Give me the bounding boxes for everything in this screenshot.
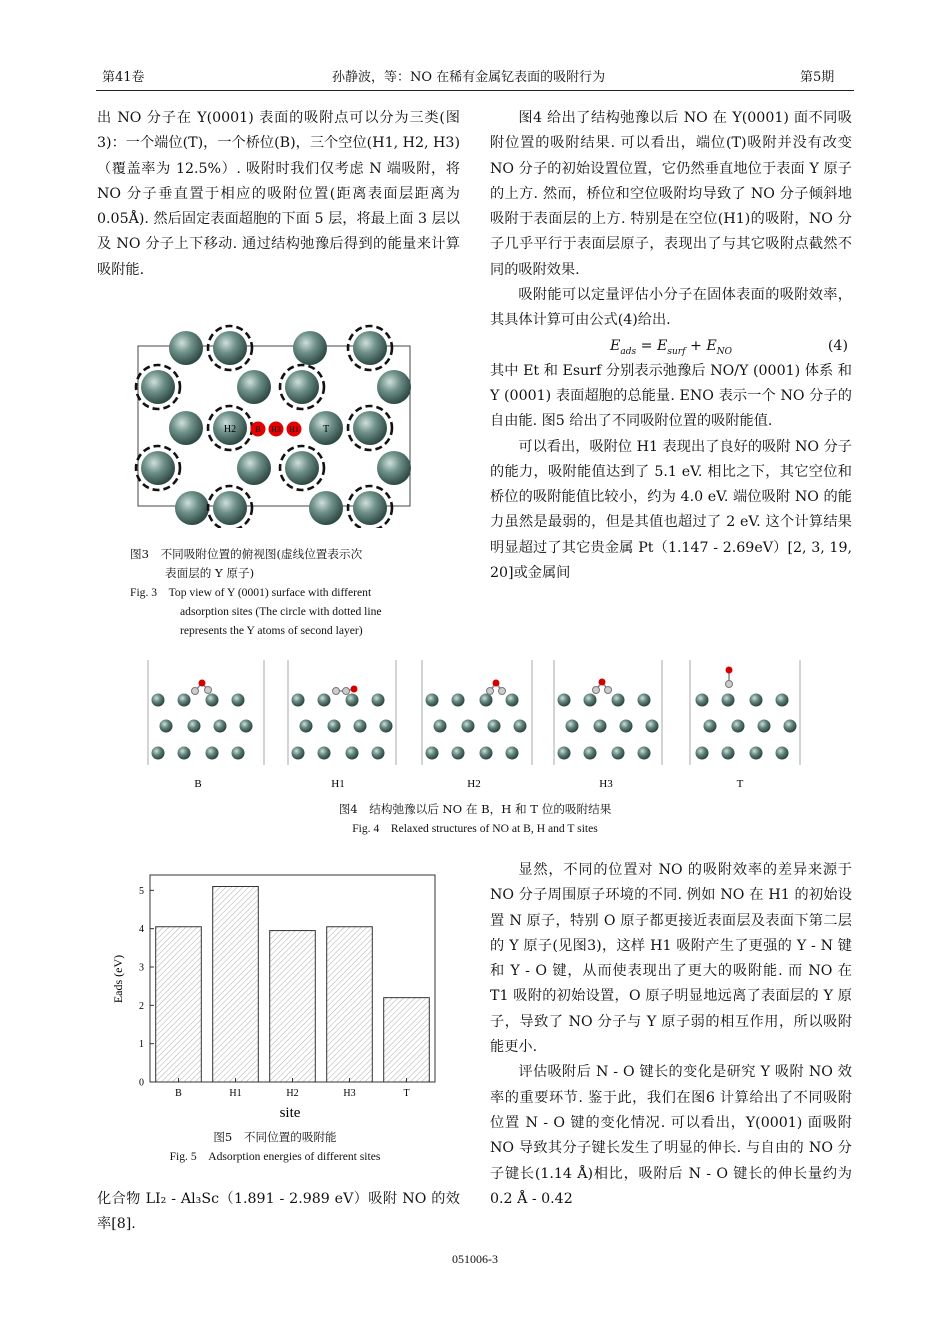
y-atom xyxy=(237,451,271,485)
right-paragraph-6: 评估吸附后 N - O 键长的变化是研究 Y 吸附 NO 效率的重要环节. 鉴于此，我们在图6 计算给出了不同吸附位置 N - O 键的变化情况. 可以看出，Y(0001) 面吸附 NO 导致其分子键长发生了明显的伸长. 与自由的 NO 分子键长(1.14 Å)相比，吸附后 N - O 键长的伸长量约为 0.2 Å - 0.42 xyxy=(490,1064,852,1207)
y-tick-label: 2 xyxy=(139,1000,144,1012)
x-tick-label: T xyxy=(403,1088,410,1099)
y-tick-label: 1 xyxy=(139,1039,144,1051)
y-atom xyxy=(353,491,387,525)
left-paragraph-1: 出 NO 分子在 Y(0001) 表面的吸附点可以分为三类(图3)：一个端位(T)，一个桥位(B)，三个空位(H1, H2, H3)（覆盖率为 12.5%）. 吸附时我们仅考虑 N 端吸附，将 NO 分子垂直置于相应的吸附位置(距离表面层距离为 0.05Å). 然后固定表面超胞的下面 5 层，将最上面 3 层以及 NO 分子上下移动. 通过结构弛豫后得到的能量来计算吸附能. xyxy=(97,110,460,278)
site-label-h2: H2 xyxy=(223,424,237,435)
y-atom xyxy=(285,451,319,485)
x-tick-label: B xyxy=(175,1088,182,1099)
y-atom xyxy=(353,331,387,365)
y-atom xyxy=(377,370,411,404)
y-axis-label: Eads (eV) xyxy=(111,954,125,1004)
no-molecule-h3 xyxy=(593,679,612,694)
left-paragraph-end: 化合物 LI₂ - Al₃Sc（1.891 - 2.989 eV）吸附 NO 的效率[8]. xyxy=(97,1191,460,1233)
slab-h1 xyxy=(292,694,393,760)
figure-3-top-view xyxy=(134,318,424,528)
slab-t xyxy=(696,694,797,760)
bar-h3 xyxy=(327,927,373,1082)
header-rule xyxy=(96,90,854,91)
figure-4-caption: 图4 结构弛豫以后 NO 在 B，H 和 T 位的吸附结果 Fig. 4 Relaxed structures of NO at B, H and T sites xyxy=(338,802,612,835)
panel-label-b: B xyxy=(194,778,202,790)
y-atom xyxy=(377,451,411,485)
no-molecule-b xyxy=(192,680,212,695)
y-atom xyxy=(237,370,271,404)
y-atom xyxy=(293,331,327,365)
y-atom xyxy=(213,491,247,525)
y-tick-label: 4 xyxy=(139,924,144,936)
panel-label-h2: H2 xyxy=(467,778,481,790)
panel-label-h1: H1 xyxy=(331,778,345,790)
y-atom xyxy=(175,491,209,525)
y-atom xyxy=(141,370,175,404)
volume-label: 第41卷 xyxy=(102,70,145,85)
site-label-t: T xyxy=(322,424,330,435)
panel-label-h3: H3 xyxy=(599,778,613,790)
issue-label: 第5期 xyxy=(800,70,835,85)
right-column-bottom xyxy=(490,858,852,1212)
y-tick-label: 5 xyxy=(139,885,144,897)
right-paragraph-5: 显然，不同的位置对 NO 的吸附效率的差异来源于NO 分子周围原子环境的不同. 例如 NO 在 H1 的初始设置 N 原子，特别 O 原子都更接近表面层及表面下第二层的 Y 原子(见图3)，这样 H1 吸附产生了更强的 Y - N 键和 Y - O 键，从而使表现出了更大的吸附能. 而 NO 在 T1 吸附的初始设置，O 原子明显地远离了表面层的 Y 原子，导致了 NO 分子与 Y 原子弱的相互作用，所以吸附能更小. xyxy=(490,862,852,1056)
y-atom xyxy=(285,370,319,404)
x-tick-label: H2 xyxy=(286,1088,299,1099)
figure-4-side-views xyxy=(140,655,810,795)
site-label-h3: H3 xyxy=(271,425,281,434)
no-molecule-t xyxy=(726,667,733,688)
no-molecule-h2 xyxy=(487,680,506,695)
panel-label-t: T xyxy=(736,778,744,790)
running-title: 孙静波，等：NO 在稀有金属钇表面的吸附行为 xyxy=(332,70,606,85)
site-label-h1: H1 xyxy=(289,425,299,434)
figure-5-bar-chart xyxy=(105,855,445,1130)
bar-b xyxy=(156,927,202,1082)
y-atom xyxy=(141,451,175,485)
left-column-top xyxy=(97,106,460,283)
slab-h3 xyxy=(558,694,659,760)
right-paragraph-3: 其中 Et 和 Esurf 分别表示弛豫后 NO/Y (0001) 体系 和 Y (0001) 表面超胞的总能量. ENO 表示一个 NO 分子的自由能. 图5 给出了不同吸附位置的吸附能值. xyxy=(490,362,852,430)
slab-h2 xyxy=(426,694,527,760)
right-column-top xyxy=(490,106,852,586)
page-number: 051006-3 xyxy=(452,1252,498,1266)
y-atom xyxy=(169,331,203,365)
bar-t xyxy=(384,998,430,1082)
x-tick-label: H3 xyxy=(343,1088,356,1099)
right-paragraph-1: 图4 给出了结构弛豫以后 NO 在 Y(0001) 面不同吸附位置的吸附结果. 可以看出，端位(T)吸附并没有改变 NO 分子的初始设置位置，它仍然垂直地位于表面 Y 原子的上方. 然而，桥位和空位吸附均导致了 NO 分子倾斜地吸附于表面层的上方. 特别是在空位(H1)的吸附，NO 分子几乎平行于表面层原子，表现出了与其它吸附点截然不同的吸附效果. xyxy=(490,110,852,278)
x-tick-label: H1 xyxy=(229,1088,242,1099)
bar-h2 xyxy=(270,931,316,1082)
figure-3-caption: 图3 不同吸附位置的俯视图(虚线位置表示次 表面层的 Y 原子) Fig. 3 Top view of Y (0001) surface with different adsorption sites (The circle with dotted line represents the Y atoms of second layer) xyxy=(130,547,382,637)
left-column-bottom xyxy=(97,1187,460,1238)
site-label-b: B xyxy=(255,425,261,434)
y-atom xyxy=(169,411,203,445)
no-molecule-h1 xyxy=(333,686,358,695)
y-atom xyxy=(213,331,247,365)
y-tick-label: 3 xyxy=(139,962,144,974)
x-axis-label: site xyxy=(279,1105,301,1121)
y-atom xyxy=(309,491,343,525)
equation-4: $E_{ads} = E_{surf} + E_{NO}$ (4) xyxy=(610,337,848,357)
y-atom xyxy=(353,411,387,445)
bar-h1 xyxy=(213,887,259,1083)
y-tick-label: 0 xyxy=(139,1077,144,1089)
right-paragraph-2: 吸附能可以定量评估小分子在固体表面的吸附效率，其具体计算可由公式(4)给出. xyxy=(490,287,852,329)
slab-b xyxy=(152,694,253,760)
right-paragraph-4: 可以看出，吸附位 H1 表现出了良好的吸附 NO 分子的能力，吸附能值达到了 5.1 eV. 相比之下，其它空位和桥位的吸附能值比较小，约为 4.0 eV. 端位吸附 NO 的能力虽然是最弱的，但是其值也超过了 2 eV. 这个计算结果明显超过了其它贵金属 Pt（1.147 - 2.69eV）[2, 3, 19, 20]或金属间 xyxy=(490,438,852,582)
figure-5-caption: 图5 不同位置的吸附能 Fig. 5 Adsorption energies of different sites xyxy=(169,1130,381,1163)
